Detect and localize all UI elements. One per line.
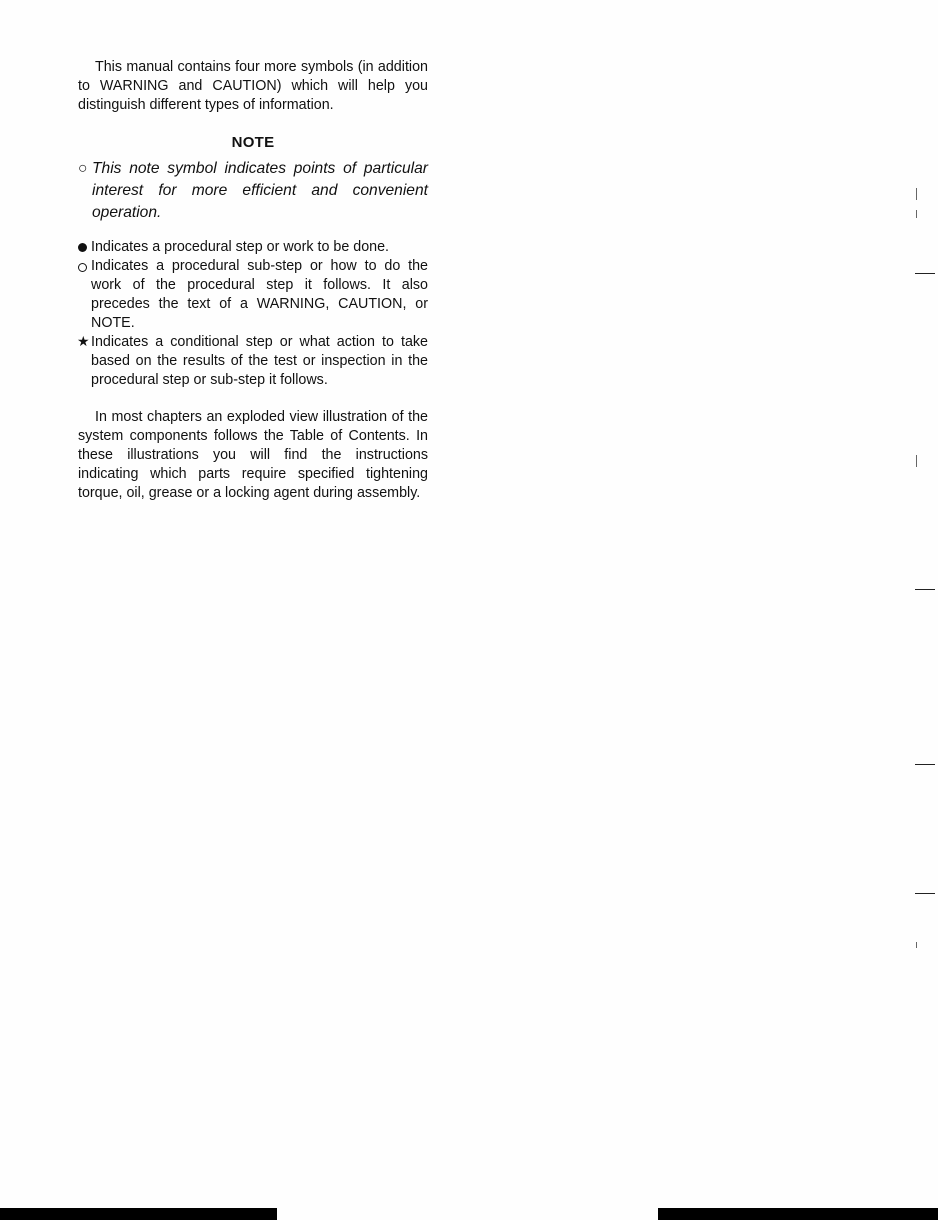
edge-mark (915, 764, 935, 765)
edge-mark (915, 273, 935, 274)
bottom-bar-right (658, 1208, 938, 1220)
list-item (78, 333, 428, 390)
symbol-description: Indicates a procedural step or work to be done. (91, 239, 390, 255)
note-heading: NOTE (231, 134, 275, 151)
filled-circle-icon (78, 243, 87, 252)
hollow-circle-icon: ○ (78, 160, 88, 177)
symbol-list (78, 238, 428, 390)
edge-mark (915, 589, 935, 590)
bottom-bar-left (0, 1208, 277, 1220)
page-content (78, 58, 428, 503)
edge-mark (916, 210, 917, 218)
edge-mark (916, 455, 917, 467)
symbol-description: Indicates a conditional step or what action to take based on the results of the test or inspection in the procedural step or sub-step it follows. (91, 334, 428, 388)
hollow-circle-icon (78, 263, 87, 272)
star-icon: ★ (77, 333, 90, 349)
edge-mark (916, 942, 917, 948)
closing-paragraph: In most chapters an exploded view illustration of the system components follows the Table of Contents. In these illustrations you will find the instructions indicating which parts require specified tightening torque, oil, grease or a locking agent during assembly. (78, 409, 428, 501)
list-item (78, 257, 428, 333)
symbol-description: Indicates a procedural sub-step or how to do the work of the procedural step it follows. It also precedes the text of a WARNING, CAUTION, or NOTE. (91, 258, 428, 331)
list-item (78, 238, 428, 257)
note-text: This note symbol indicates points of particular interest for more efficient and convenient operation. (92, 160, 428, 221)
spacer (78, 390, 428, 408)
edge-mark (915, 893, 935, 894)
note-body (78, 158, 428, 224)
edge-mark (916, 188, 917, 200)
intro-paragraph: This manual contains four more symbols (in addition to WARNING and CAUTION) which will help you distinguish different types of information. (78, 59, 428, 113)
